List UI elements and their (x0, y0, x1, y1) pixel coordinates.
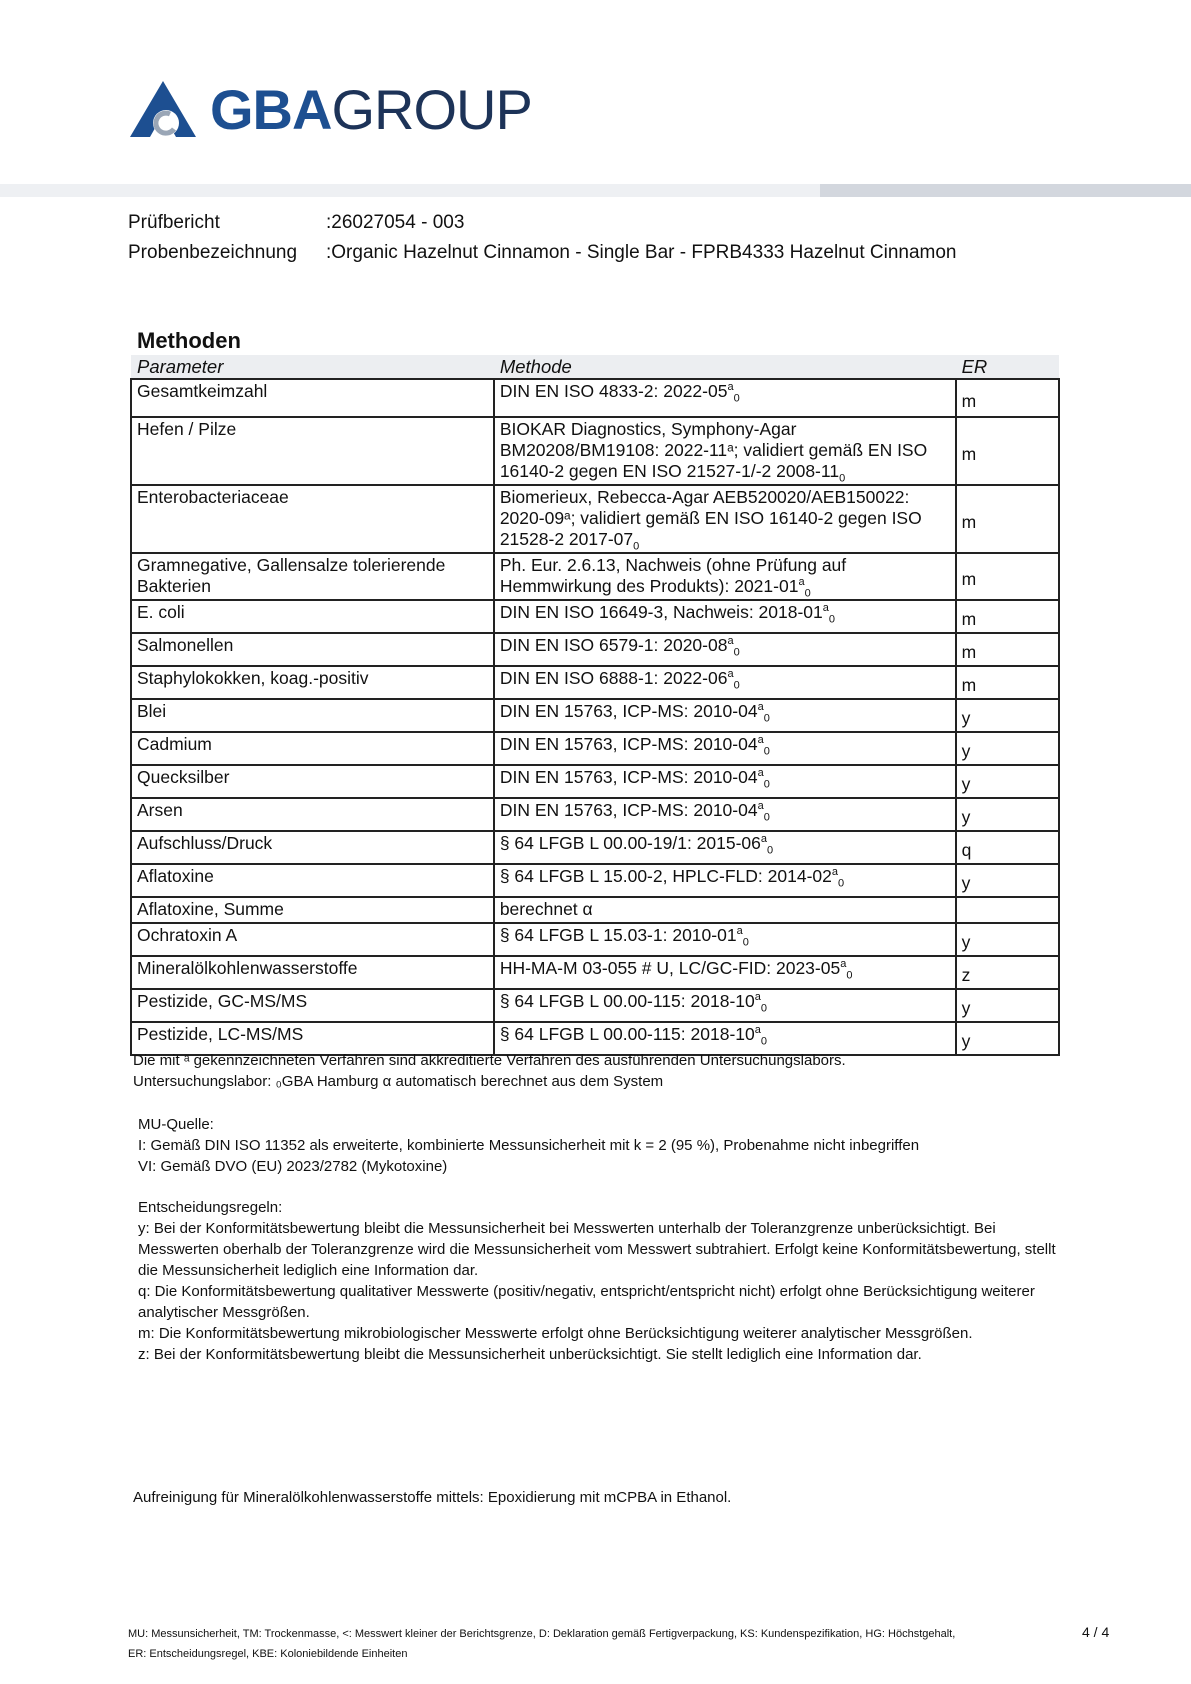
lab-mark: 0 (633, 540, 640, 553)
parameter-cell: E. coli (131, 600, 494, 633)
er-cell: m (956, 485, 1059, 553)
methods-table-header (131, 355, 1059, 379)
parameter-cell: Aflatoxine (131, 864, 494, 897)
lab-mark: 0 (846, 969, 853, 982)
header-band (0, 184, 1191, 197)
footer-line-1: MU: Messunsicherheit, TM: Trockenmasse, <: Messwert kleiner der Berichtsgrenze, D: Deklaration gemäß Fertigverpackung, KS: Kundenspezifikation, HG: Höchstgehalt, (128, 1628, 956, 1640)
lab-mark: 0 (837, 877, 845, 890)
table-row (131, 798, 1059, 831)
logo-wordmark (210, 78, 532, 141)
er-cell: q (956, 831, 1059, 864)
footer-line-2: ER: Entscheidungsregel, KBE: Koloniebildende Einheiten (128, 1648, 408, 1660)
parameter-cell: Arsen (131, 798, 494, 831)
parameter-cell: Staphylokokken, koag.-positiv (131, 666, 494, 699)
er-cell: y (956, 732, 1059, 765)
decision-rule-y: y: Bei der Konformitätsbewertung bleibt die Messunsicherheit bei Messwerten unterhalb der Toleranzgrenze unberücksichtigt. Bei Messwerten oberhalb der Toleranzgrenze wird die Messunsicherheit vom Messwert subtrahiert. Erfolgt keine Konformitätsbewertung, stellt die Messunsicherheit lediglich eine Information dar. (138, 1220, 1056, 1279)
footer-abbreviations (128, 1624, 988, 1664)
accreditation-notes (133, 1050, 846, 1092)
lab-mark: 0 (763, 811, 770, 824)
parameter-cell: Hefen / Pilze (131, 417, 494, 485)
mu-source-line-1: I: Gemäß DIN ISO 11352 als erweiterte, kombinierte Messunsicherheit mit k = 2 (95 %), Probenahme nicht inbegriffen (138, 1137, 920, 1154)
column-header-method: Methode (494, 355, 956, 379)
mu-source-title: MU-Quelle: (138, 1116, 214, 1133)
method-cell: DIN EN 15763, ICP-MS: $2010-04^a_0$ (494, 732, 956, 765)
er-cell: y (956, 1022, 1059, 1055)
table-row (131, 417, 1059, 485)
method-cell: DIN EN 15763, ICP-MS: $2010-04^a_0$ (494, 765, 956, 798)
mu-source-notes (138, 1114, 919, 1177)
report-number-label: Prüfbericht (128, 212, 220, 233)
gba-group-logo (130, 74, 532, 146)
decision-rules-title: Entscheidungsregeln: (138, 1199, 283, 1216)
decision-rules (138, 1197, 1078, 1365)
table-row (131, 897, 1059, 923)
lab-mark: 0 (733, 646, 740, 659)
er-cell: z (956, 956, 1059, 989)
lab-mark: 0 (839, 472, 846, 485)
accredited-mark: a (727, 635, 734, 648)
lab-note: Untersuchungslabor: ₀GBA Hamburg α automatisch berechnet aus dem System (133, 1073, 664, 1090)
accredited-mark: a (757, 800, 764, 813)
table-row (131, 600, 1059, 633)
method-cell: § 64 LFGB L 15.00-2, HPLC-FLD: $2014-02^a_0$ (494, 864, 956, 897)
method-cell: DIN EN 15763, ICP-MS: $2010-04^a_0$ (494, 699, 956, 732)
er-cell: m (956, 666, 1059, 699)
column-header-parameter: Parameter (131, 355, 494, 379)
parameter-cell: Mineralölkohlenwasserstoffe (131, 956, 494, 989)
table-row (131, 956, 1059, 989)
method-cell: § 64 LFGB L 15.03-1: $2010-01^a_0$ (494, 923, 956, 956)
table-row (131, 699, 1059, 732)
lab-mark: 0 (742, 936, 749, 949)
method-cell: Ph. Eur. 2.6.13, Nachweis (ohne Prüfung auf Hemmwirkung des Produkts): $2021-01^a_0$ (494, 553, 956, 600)
lab-mark: 0 (763, 778, 770, 791)
logo-text-bold: GBA (210, 78, 332, 141)
accredited-mark: a (727, 381, 734, 394)
parameter-cell: Pestizide, GC-MS/MS (131, 989, 494, 1022)
table-row (131, 989, 1059, 1022)
lab-mark: 0 (763, 745, 770, 758)
accredited-mark: a (840, 958, 847, 971)
parameter-cell: Gesamtkeimzahl (131, 379, 494, 417)
lab-mark: 0 (760, 1035, 767, 1048)
parameter-cell: Ochratoxin A (131, 923, 494, 956)
table-row (131, 633, 1059, 666)
method-cell: DIN EN ISO 4833-2: $2022-05^a_0$ (494, 379, 956, 417)
er-cell: m (956, 633, 1059, 666)
parameter-cell: Cadmium (131, 732, 494, 765)
accredited-mark: a (822, 602, 829, 615)
decision-rule-q: q: Die Konformitätsbewertung qualitativer Messwerte (positiv/negativ, entspricht/entspricht nicht) erfolgt ohne Berücksichtigung weiterer analytischer Messgrößen. (138, 1283, 1035, 1321)
method-cell: HH-MA-M 03-055 # U, LC/GC-FID: $2023-05^a_0$ (494, 956, 956, 989)
method-cell: BIOKAR Diagnostics, Symphony-Agar BM20208/BM19108: 2022-11ᵃ; validiert gemäß EN ISO 16140-2 gegen EN ISO 21527-1/-2 $2008-11_0$ (494, 417, 956, 485)
table-row (131, 379, 1059, 417)
er-cell (956, 897, 1059, 923)
gba-logo-icon (130, 81, 196, 139)
accredited-mark: a (760, 833, 768, 846)
method-cell: § 64 LFGB L 00.00-115: $2018-10^a_0$ (494, 989, 956, 1022)
decision-rule-z: z: Bei der Konformitätsbewertung bleibt die Messunsicherheit unberücksichtigt. Sie stellt lediglich eine Information dar. (138, 1346, 922, 1363)
table-row (131, 485, 1059, 553)
parameter-cell: Gramnegative, Gallensalze tolerierende Bakterien (131, 553, 494, 600)
method-cell: DIN EN 15763, ICP-MS: $2010-04^a_0$ (494, 798, 956, 831)
er-cell: m (956, 600, 1059, 633)
method-cell: DIN EN ISO 16649-3, Nachweis: $2018-01^a_0$ (494, 600, 956, 633)
column-header-er: ER (956, 355, 1059, 379)
method-cell: Biomerieux, Rebecca-Agar AEB520020/AEB150022: 2020-09ᵃ; validiert gemäß EN ISO 16140-2 gegen ISO 21528-2 $2017-07_0$ (494, 485, 956, 553)
cleanup-note: Aufreinigung für Mineralölkohlenwasserstoffe mittels: Epoxidierung mit mCPBA in Ethanol. (133, 1489, 732, 1506)
mu-source-line-2: VI: Gemäß DVO (EU) 2023/2782 (Mykotoxine) (138, 1158, 448, 1175)
er-cell: y (956, 864, 1059, 897)
er-cell: y (956, 765, 1059, 798)
lab-mark: 0 (733, 679, 740, 692)
er-cell: y (956, 798, 1059, 831)
table-row (131, 765, 1059, 798)
lab-mark: 0 (828, 613, 836, 626)
table-row (131, 666, 1059, 699)
parameter-cell: Enterobacteriaceae (131, 485, 494, 553)
table-row (131, 553, 1059, 600)
lab-mark: 0 (763, 712, 770, 725)
table-row (131, 923, 1059, 956)
page-number: 4 / 4 (1082, 1624, 1110, 1640)
method-cell: § 64 LFGB L 00.00-19/1: $2015-06^a_0$ (494, 831, 956, 864)
sample-name-row (128, 238, 956, 268)
accredited-mark: a (757, 701, 764, 714)
decision-rule-m: m: Die Konformitätsbewertung mikrobiologischer Messwerte erfolgt ohne Berücksichtigung weiterer analytischer Messgrößen. (138, 1325, 973, 1342)
methods-table-body (131, 379, 1059, 1055)
er-cell: y (956, 923, 1059, 956)
logo-text-light: GROUP (331, 78, 532, 141)
sample-name-value: :Organic Hazelnut Cinnamon - Single Bar - FPRB4333 Hazelnut Cinnamon (326, 242, 957, 263)
accredited-mark: a (757, 734, 764, 747)
parameter-cell: Pestizide, LC-MS/MS (131, 1022, 494, 1055)
method-cell: berechnet α (494, 897, 956, 923)
table-row (131, 732, 1059, 765)
methods-section-title: Methoden (137, 328, 241, 353)
er-cell: y (956, 989, 1059, 1022)
parameter-cell: Blei (131, 699, 494, 732)
lab-mark: 0 (804, 587, 811, 600)
lab-mark: 0 (760, 1002, 767, 1015)
lab-mark: 0 (767, 844, 774, 857)
accredited-mark: a (727, 668, 734, 681)
er-cell: y (956, 699, 1059, 732)
table-row (131, 864, 1059, 897)
methods-table (130, 355, 1060, 1056)
method-cell: DIN EN ISO 6888-1: $2022-06^a_0$ (494, 666, 956, 699)
report-number-row (128, 208, 956, 238)
accredited-mark: a (831, 866, 838, 879)
report-number-value: :26027054 - 003 (326, 212, 465, 233)
report-meta (128, 208, 956, 268)
method-cell: § 64 LFGB L 00.00-115: $2018-10^a_0$ (494, 1022, 956, 1055)
accredited-mark: a (757, 767, 764, 780)
parameter-cell: Quecksilber (131, 765, 494, 798)
parameter-cell: Aflatoxine, Summe (131, 897, 494, 923)
method-cell: DIN EN ISO 6579-1: $2020-08^a_0$ (494, 633, 956, 666)
table-row (131, 831, 1059, 864)
sample-name-label: Probenbezeichnung (128, 242, 298, 263)
accredited-note: Die mit ᵃ gekennzeichneten Verfahren sind akkreditierte Verfahren des ausführenden Untersuchungslabors. (133, 1052, 846, 1069)
accredited-mark: a (754, 1024, 761, 1037)
er-cell: m (956, 417, 1059, 485)
accredited-mark: a (754, 991, 761, 1004)
er-cell: m (956, 379, 1059, 417)
parameter-cell: Aufschluss/Druck (131, 831, 494, 864)
header-band-light (0, 184, 820, 197)
accredited-mark: a (798, 576, 805, 589)
header-band-dark (820, 184, 1191, 197)
accredited-mark: a (736, 925, 743, 938)
er-cell: m (956, 553, 1059, 600)
lab-mark: 0 (733, 392, 740, 405)
parameter-cell: Salmonellen (131, 633, 494, 666)
